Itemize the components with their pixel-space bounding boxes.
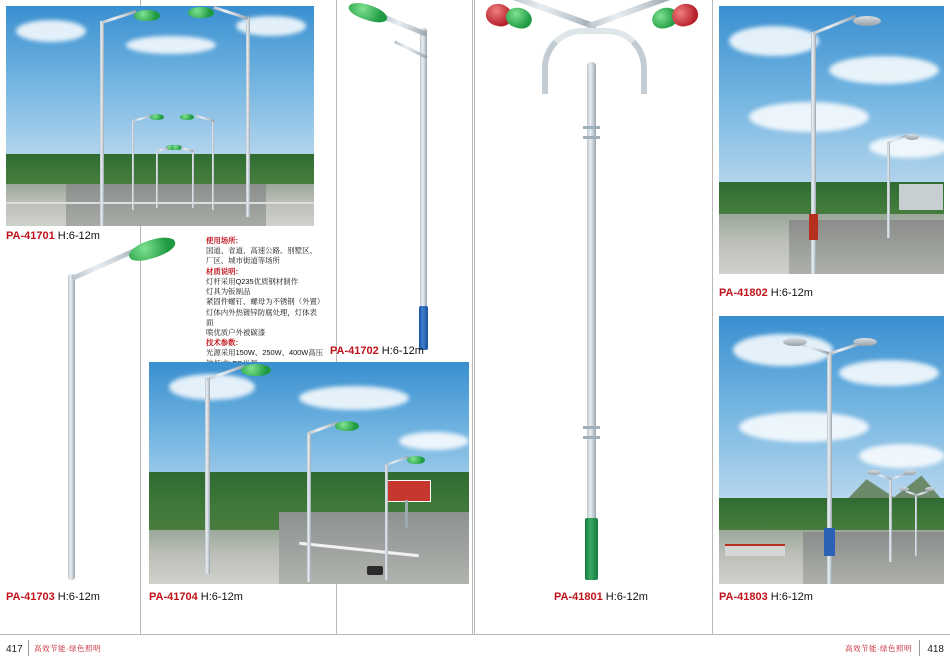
material-line-5: 喷优质户外被碳漆 (206, 327, 266, 337)
lamp-arm-right-curve (587, 28, 647, 94)
caption-pa-41802 (719, 287, 813, 299)
product-code: PA-41703 (6, 591, 55, 603)
lamp-pole-base (585, 518, 598, 580)
lamp-head-right (669, 1, 700, 29)
product-code: PA-41702 (330, 345, 379, 357)
product-spec: H:6-12m (381, 345, 424, 357)
lamp-head (126, 233, 177, 265)
product-code: PA-41701 (6, 230, 55, 242)
product-photo-pa-41701 (6, 6, 314, 226)
product-drawing-pa-41703 (20, 240, 140, 580)
page-footer (0, 635, 950, 658)
caption-pa-41801 (554, 591, 648, 603)
footer-separator-left (28, 640, 29, 656)
material-line-1: 灯杆采用Q235优质钢材制作 (206, 276, 298, 286)
usage-line-1: 国道、省道、高速公路、别墅区、 (206, 246, 317, 256)
usage-line-2: 厂区、城市街道等场所 (206, 256, 280, 266)
product-code: PA-41803 (719, 591, 768, 603)
material-heading: 材质说明: (206, 266, 239, 276)
spine-divider (474, 0, 475, 634)
column-divider-3 (472, 0, 473, 634)
product-code: PA-41802 (719, 287, 768, 299)
caption-pa-41803 (719, 591, 813, 603)
lamp-pole (587, 62, 596, 522)
product-spec: H:6-12m (57, 591, 100, 603)
caption-pa-41704 (149, 591, 243, 603)
lamp-head (347, 0, 390, 26)
page-number-left: 417 (6, 644, 23, 655)
caption-pa-41702 (330, 345, 424, 357)
caption-pa-41703 (6, 591, 100, 603)
material-line-4: 灯体内外热镀锌防腐处理，灯体表面 (206, 307, 317, 327)
page-number-right: 418 (927, 644, 944, 655)
product-drawing-pa-41801 (480, 2, 710, 582)
product-code: PA-41801 (554, 591, 603, 603)
lamp-arm (382, 14, 428, 37)
technical-line-1: 光源采用150W、250W、400W高压 (206, 348, 324, 358)
footer-slogan-right: 高效节能·绿色照明 (845, 644, 912, 653)
product-spec: H:6-12m (770, 591, 813, 603)
product-spec: H:6-12m (770, 287, 813, 299)
product-spec: H:6-12m (605, 591, 648, 603)
road-surface (66, 184, 266, 226)
material-line-2: 灯具为钣制品 (206, 287, 251, 297)
billboard (387, 480, 431, 502)
product-spec: H:6-12m (200, 591, 243, 603)
product-spec: H:6-12m (57, 230, 100, 242)
lamp-pole (420, 28, 427, 318)
lamp-pole-base (419, 306, 428, 350)
usage-heading: 使用场所: (206, 236, 239, 245)
footer-slogan-left: 高效节能·绿色照明 (34, 644, 101, 653)
column-divider-4 (712, 0, 713, 634)
product-photo-pa-41704 (149, 362, 469, 584)
lamp-pole (68, 274, 75, 580)
material-line-3: 紧固件螺钉、螺母为不锈钢（外置） (206, 297, 325, 307)
product-drawing-pa-41702 (345, 4, 470, 350)
technical-heading: 技术参数: (206, 338, 239, 348)
footer-separator-right (919, 640, 920, 656)
product-photo-pa-41802 (719, 6, 944, 274)
product-code: PA-41704 (149, 591, 198, 603)
product-photo-pa-41803 (719, 316, 944, 584)
